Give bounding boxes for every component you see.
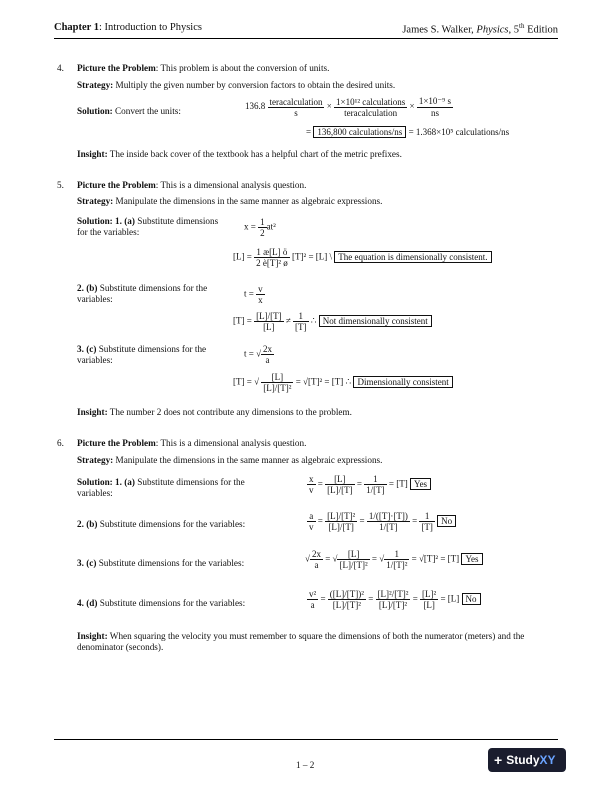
problem-5c-eq2: [T] = √ $\frac{[L]}{\text{[L]/[T]²}}$ = √[T]² = [T] ∴ Dimensionally consistent <box>233 372 453 393</box>
problem-4-number: 4. <box>57 63 64 73</box>
problem-4-equation: 136.8 $\frac{\text{teracalculation}}{s}$ × $\frac{\text{1×10¹² calculations}}{\text{teracalculation}}$ × $\frac{\text{1×10⁻⁹ s}}{ns}$ <box>245 96 452 118</box>
problem-4-solution: Solution: Convert the units: <box>77 106 181 116</box>
answer-box: Yes <box>410 478 431 490</box>
problem-5b-eq1: t = $\frac{v}{x}$ <box>244 284 263 305</box>
answer-box: Yes <box>461 553 482 565</box>
problem-6a-eq: $\frac{x}{v}$ = $\frac{[L]}{[L]/[T]}$ = $\frac{1}{1/[T]}$ = [T] Yes <box>307 474 431 495</box>
problem-6b-eq: $\frac{a}{v}$ = $\frac{\text{[L]/[T]²}}{[L]/[T]}$ = $\frac{1/([T]\cdot[T])}{1/[T]}$ = $\frac{1}{[T]}$ No <box>307 511 456 532</box>
result-box: 136,800 calculations/ns <box>313 126 406 138</box>
footer-rule <box>54 739 558 740</box>
problem-6-strategy: Strategy: Manipulate the dimensions in the same manner as algebraic expressions. <box>77 455 383 465</box>
problem-6-insight: Insight: When squaring the velocity you must remember to square the dimensions of both the numerator (meters) and the denominator (seconds). <box>77 631 525 652</box>
problem-6b-text: 2. (b) Substitute dimensions for the variables: <box>77 519 246 529</box>
problem-5-insight: Insight: The number 2 does not contribute any dimensions to the problem. <box>77 407 352 417</box>
problem-6a-text: Solution: 1. (a) Substitute dimensions for the variables: <box>77 477 245 498</box>
problem-5-strategy: Strategy: Manipulate the dimensions in the same manner as algebraic expressions. <box>77 196 383 206</box>
running-header-right: James S. Walker, Physics, 5th Edition <box>402 22 558 36</box>
problem-5a-eq2: [L] = $\frac{1 æ[L] ö}{\text{2 è[T]² ø}}$ [T]² = [L] \ The equation is dimensionally consistent. <box>233 247 492 268</box>
problem-5a-eq1: x = $\frac{1}{2}$ at² <box>244 217 276 238</box>
problem-5-picture: Picture the Problem: This is a dimensional analysis question. <box>77 180 307 190</box>
header-rule <box>54 38 558 39</box>
problem-4-picture: Picture the Problem: This problem is about the conversion of units. <box>77 63 330 73</box>
problem-5c-text: 3. (c) Substitute dimensions for the variables: <box>77 344 207 365</box>
problem-6c-eq: √ $\frac{2x}{a}$ = √ $\frac{[L]}{\text{[L]/[T]²}}$ = √ $\frac{1}{\text{1/[T]²}}$ = √[T]² = [T] Yes <box>305 549 483 570</box>
problem-6-picture: Picture the Problem: This is a dimensional analysis question. <box>77 438 307 448</box>
consistency-box: The equation is dimensionally consistent. <box>334 251 491 263</box>
answer-box: No <box>462 593 481 605</box>
problem-5b-eq2: [T] = $\frac{[L]/[T]}{[L]}$ ≠ $\frac{1}{[T]}$ ∴ Not dimensionally consistent <box>233 311 432 332</box>
page-number: 1 – 2 <box>296 760 315 770</box>
consistency-box: Dimensionally consistent <box>353 376 452 388</box>
studyxy-logo[interactable]: + Study XY <box>488 748 566 772</box>
problem-6c-text: 3. (c) Substitute dimensions for the variables: <box>77 558 245 568</box>
problem-6d-eq: $\frac{\text{v²}}{a}$ = $\frac{\text{([L]/[T])²}}{\text{[L]/[T]²}}$ = $\frac{\text{[L]²/[T]²}}{\text{[L]/[T]²}}$ = $\frac{\text{[L]²}}{[L]}$ = [L] No <box>307 589 481 610</box>
consistency-box: Not dimensionally consistent <box>319 315 432 327</box>
problem-4-strategy: Strategy: Multiply the given number by conversion factors to obtain the desired units. <box>77 80 396 90</box>
problem-4-result: = 136,800 calculations/ns = 1.368×10⁵ calculations/ns <box>306 127 510 137</box>
answer-box: No <box>437 515 456 527</box>
problem-5b-text: 2. (b) Substitute dimensions for the variables: <box>77 283 208 304</box>
running-header-left: Chapter 1: Introduction to Physics <box>54 22 202 33</box>
problem-5a-text: Solution: 1. (a) Substitute dimensions for the variables: <box>77 216 219 237</box>
problem-4-insight: Insight: The inside back cover of the textbook has a helpful chart of the metric prefixes. <box>77 149 402 159</box>
problem-6d-text: 4. (d) Substitute dimensions for the variables: <box>77 598 246 608</box>
problem-5c-eq1: t = √ $\frac{2x}{a}$ <box>244 344 273 365</box>
problem-5-number: 5. <box>57 180 64 190</box>
problem-6-number: 6. <box>57 438 64 448</box>
plus-icon: + <box>494 752 503 768</box>
